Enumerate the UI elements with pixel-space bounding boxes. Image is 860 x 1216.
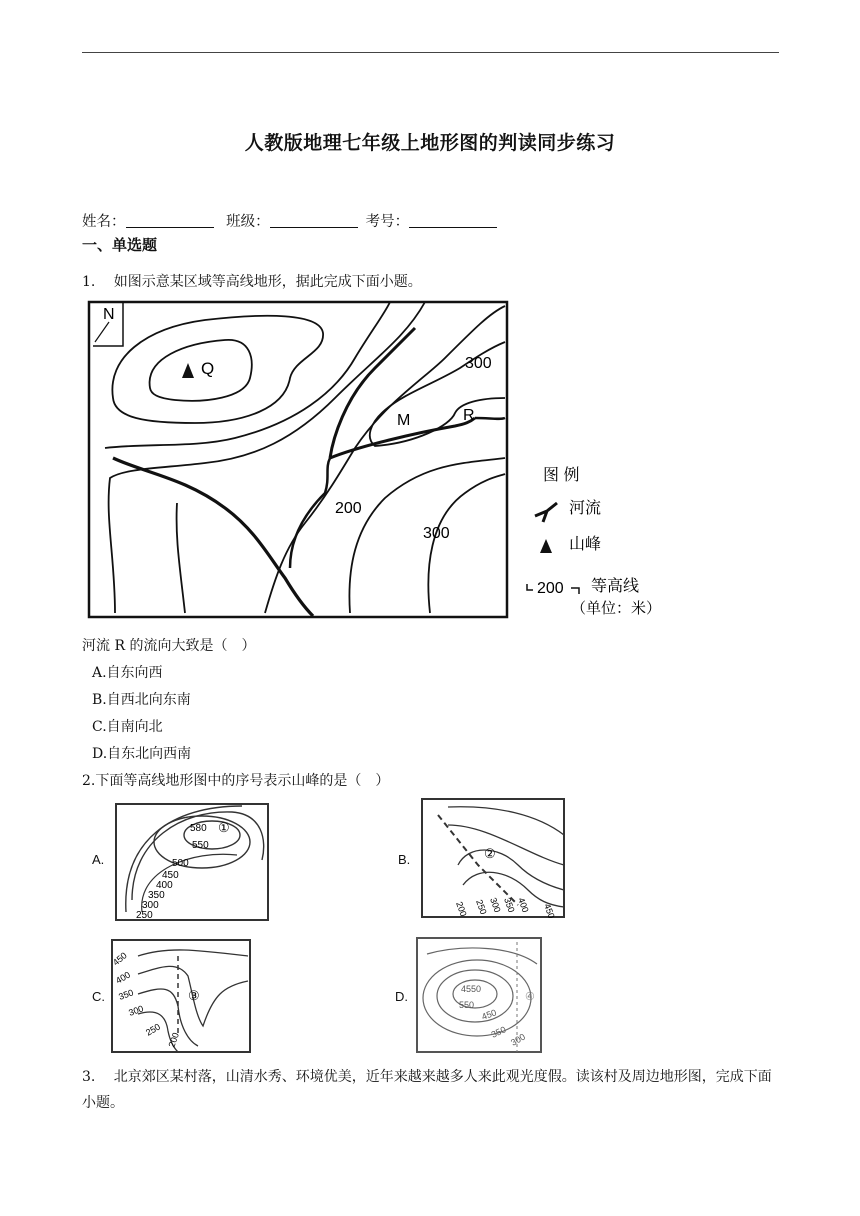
peak-icon	[182, 363, 194, 378]
map-frame	[89, 302, 507, 617]
legend-unit: （单位：米）	[571, 600, 662, 617]
q3-stem: 3. 北京郊区某村落，山清水秀、环境优美，近年来越来越多人来此观光度假。读该村及周边地形图，完成下面小题。	[82, 1069, 772, 1111]
contour-legend-icon-right	[571, 588, 579, 594]
q1-option-c[interactable]: C.自南向北	[92, 719, 163, 735]
contour-middle	[112, 316, 323, 423]
map-d-mark: 350	[489, 1024, 508, 1040]
map-d-mark: 300	[509, 1031, 528, 1048]
map-c-mark: 350	[117, 987, 135, 1002]
river-r-label: R	[463, 407, 475, 424]
contour-300-bottom	[428, 474, 505, 613]
page-title: 人教版地理七年级上地形图的判读同步练习	[244, 132, 616, 154]
north-label: N	[103, 306, 115, 323]
river-legend-icon	[535, 503, 557, 522]
student-info-line	[82, 210, 505, 231]
map-d-mark: 550	[459, 1000, 475, 1010]
map-a-mark: ①	[218, 820, 230, 835]
map-b-mark: 400	[516, 896, 531, 914]
legend-title: 图 例	[543, 467, 580, 484]
contour-label-300-bottom: 300	[423, 525, 450, 542]
map-b-mark: ②	[484, 846, 496, 861]
map-d-mark: 4550	[461, 984, 482, 994]
q2-stem: 2.下面等高线地形图中的序号表示山峰的是（ ）	[82, 773, 390, 789]
map-c-mark: 200	[166, 1031, 182, 1049]
contour-label-200: 200	[335, 500, 362, 517]
map-b-mark: 250	[474, 898, 489, 916]
number-blank[interactable]	[409, 213, 497, 228]
map-a-mark: 250	[136, 910, 153, 921]
map-d-mark: ④	[525, 991, 535, 1003]
q1-option-d[interactable]: D.自东北向西南	[92, 746, 192, 762]
contour-legend-icon-left	[527, 584, 533, 590]
map-a-mark: 300	[142, 900, 159, 911]
q2-label-a[interactable]: A.	[92, 852, 105, 867]
legend-contour-value: 200	[537, 580, 564, 597]
legend-contour: 等高线	[591, 578, 640, 595]
peak-legend-icon	[540, 539, 552, 553]
q2-map-a	[112, 800, 272, 924]
contour-200-b	[177, 503, 185, 613]
q2-map-c	[108, 936, 254, 1056]
section-title: 一、单选题	[82, 236, 158, 254]
map-a-mark: 400	[156, 880, 173, 891]
legend-river: 河流	[569, 500, 602, 517]
header-rule	[82, 52, 779, 53]
q1-contour-map	[85, 298, 675, 623]
legend-peak: 山峰	[569, 536, 602, 553]
q1-question: 河流 R 的流向大致是（ ）	[82, 638, 256, 654]
map-c-mark: 250	[144, 1021, 163, 1038]
river-north	[330, 328, 415, 458]
point-m-label: M	[397, 412, 411, 429]
north-arrow-icon	[95, 322, 109, 342]
q1-option-b[interactable]: B.自西北向东南	[92, 692, 191, 708]
contour-200-a	[109, 302, 425, 613]
q2-map-d	[413, 934, 545, 1056]
contour-label-300-top: 300	[465, 355, 492, 372]
map-a-mark: 550	[192, 840, 209, 851]
name-blank[interactable]	[126, 213, 214, 228]
map-b-mark: 350	[502, 896, 517, 914]
map-a-mark: 450	[162, 870, 179, 881]
class-label: 班级：	[226, 214, 270, 230]
q2-label-c[interactable]: C.	[92, 989, 105, 1004]
q1-stem: 1. 如图示意某区域等高线地形，据此完成下面小题。	[82, 274, 422, 290]
q2-label-d[interactable]: D.	[395, 989, 408, 1004]
map-b-mark: 200	[454, 900, 469, 918]
map-a-mark: 500	[172, 858, 189, 869]
map-c-mark: 450	[110, 950, 129, 968]
name-label: 姓名：	[82, 214, 126, 230]
river-main	[113, 458, 313, 616]
number-label: 考号：	[365, 214, 410, 230]
map-b-mark: 450	[542, 902, 557, 920]
map-b-mark: 300	[488, 896, 503, 914]
q2-label-b[interactable]: B.	[398, 852, 411, 867]
q2-map-b	[418, 795, 568, 921]
river-r-end	[475, 418, 505, 419]
contour-outer	[105, 302, 390, 448]
map-a-mark: 350	[148, 890, 165, 901]
peak-label: Q	[201, 359, 215, 378]
map-c-mark: 400	[114, 969, 133, 986]
map-c-mark: ③	[188, 988, 200, 1003]
class-blank[interactable]	[270, 213, 358, 228]
map-c-mark: 300	[127, 1003, 145, 1018]
map-a-mark: 580	[190, 823, 207, 834]
river-trib	[290, 458, 330, 568]
q1-option-a[interactable]: A.自东向西	[92, 665, 163, 681]
map-d-mark: 450	[480, 1007, 498, 1022]
